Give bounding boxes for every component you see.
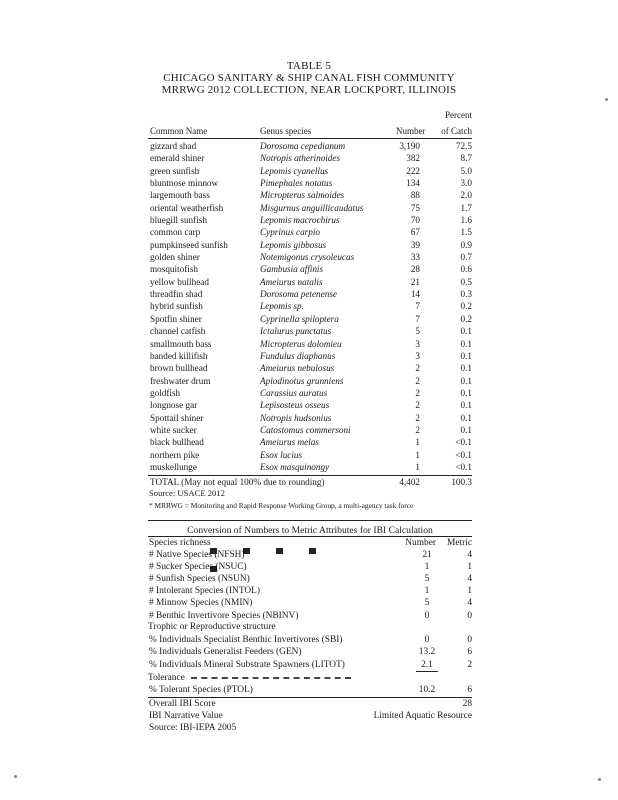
number-cell: 1 — [415, 449, 420, 460]
ibi-source: Source: IBI-IEPA 2005 — [149, 723, 237, 733]
number-cell: 222 — [406, 165, 420, 176]
genus-species-cell: Notropis hudsonius — [260, 412, 332, 423]
tolerance-label: Tolerance — [148, 673, 185, 683]
common-name-cell: black bullhead — [150, 437, 204, 448]
number-cell: 5 — [415, 326, 420, 337]
fish-table-body — [148, 140, 472, 473]
percent-cell: <0.1 — [455, 461, 472, 472]
redaction-marks — [210, 541, 360, 547]
table-row — [148, 202, 472, 214]
table-row — [148, 412, 472, 424]
fish-source: Source: USACE 2012 — [149, 488, 225, 498]
table-row — [148, 226, 472, 238]
number-cell: 88 — [410, 190, 420, 201]
percent-cell: 8.7 — [460, 153, 472, 164]
genus-species-cell: Lepomis cyanellus — [260, 165, 329, 176]
genus-species-cell: Cyprinus carpio — [260, 227, 320, 238]
trophic-subheading — [148, 621, 472, 633]
number-cell: 2 — [415, 363, 420, 374]
percent-cell: 0.1 — [460, 350, 472, 361]
table-row — [148, 263, 472, 275]
common-name-cell: yellow bullhead — [150, 276, 209, 287]
overall-score-label: Overall IBI Score — [149, 699, 216, 709]
metric-row — [148, 585, 472, 597]
table-title: CHICAGO SANITARY & SHIP CANAL FISH COMMUNITY — [163, 72, 455, 84]
table-row — [148, 189, 472, 201]
metric-number: 13.2 — [418, 647, 436, 658]
overall-score-value: 28 — [462, 699, 472, 709]
number-cell: 21 — [410, 276, 420, 287]
header-rule — [148, 138, 472, 139]
genus-species-cell: Ameiurus melas — [260, 437, 319, 448]
genus-species-cell: Aplodinotus grunniens — [260, 375, 344, 386]
conversion-title: Conversion of Numbers to Metric Attributes for IBI Calculation — [187, 525, 433, 536]
genus-species-cell: Notropis atherinoides — [260, 153, 341, 164]
trophic-label: Trophic or Reproductive structure — [148, 622, 276, 632]
table-row — [148, 177, 472, 189]
common-name-cell: muskellunge — [150, 461, 197, 472]
column-header-of-catch: of Catch — [441, 126, 472, 136]
common-name-cell: largemouth bass — [150, 190, 210, 201]
genus-species-cell: Pimephales notatus — [260, 178, 333, 189]
genus-species-cell: Esox lucius — [260, 449, 303, 460]
metric-row — [148, 549, 472, 561]
table-subtitle: MRRWG 2012 COLLECTION, NEAR LOCKPORT, ILLINOIS — [161, 84, 457, 96]
number-cell: 7 — [415, 313, 420, 324]
number-cell: 382 — [406, 153, 420, 164]
common-name-cell: banded killifish — [150, 350, 208, 361]
metric-label: # Sunfish Species (NSUN) — [149, 574, 250, 585]
common-name-cell: goldfish — [150, 387, 181, 398]
common-name-cell: threadfin shad — [150, 289, 203, 300]
percent-cell: 0.6 — [460, 264, 472, 275]
common-name-cell: Spottail shiner — [150, 412, 204, 423]
common-name-cell: white sucker — [150, 424, 197, 435]
tolerance-subheading — [148, 672, 472, 684]
genus-species-cell: Lepisosteus osseus — [260, 400, 330, 411]
common-name-cell: mosquitofish — [150, 264, 198, 275]
scan-speck — [14, 775, 17, 778]
common-name-cell: channel catfish — [150, 326, 206, 337]
metric-heading: Metric — [447, 538, 472, 548]
number-cell: 39 — [410, 239, 420, 250]
metric-number: 10.2 — [418, 685, 436, 695]
table-row — [148, 387, 472, 399]
total-label: TOTAL (May not equal 100% due to rounding) — [150, 477, 325, 487]
common-name-cell: northern pike — [150, 449, 200, 460]
metric-label: # Intolerant Species (INTOL) — [149, 586, 260, 597]
narrative-value: Limited Aquatic Resource — [373, 711, 472, 721]
genus-species-cell: Ameiurus nebulosus — [260, 363, 335, 374]
percent-header: Percent — [445, 110, 472, 120]
metric-row — [148, 573, 472, 585]
number-cell: 134 — [406, 178, 420, 189]
percent-cell: 0.1 — [460, 400, 472, 411]
table-row — [148, 300, 472, 312]
percent-cell: 0.1 — [460, 424, 472, 435]
metric-number: 2.1 — [416, 659, 438, 672]
metric-score: 4 — [467, 574, 472, 585]
genus-species-cell: Misgurnus anguillicaudatus — [260, 202, 364, 213]
metric-label: # Minnow Species (NMIN) — [149, 598, 253, 609]
scan-speck — [598, 778, 601, 781]
percent-cell: 5.0 — [460, 165, 472, 176]
percent-cell: 0.5 — [460, 276, 472, 287]
table-row — [148, 375, 472, 387]
genus-species-cell: Ameiurus natalis — [260, 276, 323, 287]
metric-number: 1 — [424, 562, 430, 573]
common-name-cell: Spotfin shiner — [150, 313, 202, 324]
narrative-label: IBI Narrative Value — [149, 711, 223, 721]
conversion-title-rule — [148, 536, 472, 537]
percent-cell: 0.1 — [460, 338, 472, 349]
number-cell: 75 — [410, 202, 420, 213]
total-number: 4,402 — [399, 477, 420, 487]
percent-cell: 0.7 — [460, 252, 472, 263]
genus-species-cell: Fundulus diaphanus — [260, 350, 336, 361]
common-name-cell: freshwater drum — [150, 375, 211, 386]
metric-label: # Sucker Species (NSUC) — [149, 562, 247, 573]
tolerance-dash-line — [191, 677, 351, 679]
metric-score: 1 — [467, 586, 472, 597]
common-name-cell: emerald shiner — [150, 153, 205, 164]
narrative-row — [148, 710, 472, 722]
percent-cell: 1.6 — [460, 215, 472, 226]
table-row — [148, 449, 472, 461]
genus-species-cell: Cyprinella spiloptera — [260, 313, 339, 324]
table-row — [148, 251, 472, 263]
species-richness-heading: Species richness — [149, 538, 211, 548]
number-cell: 28 — [410, 264, 420, 275]
table-row — [148, 350, 472, 362]
table-row — [148, 276, 472, 288]
metric-row — [148, 634, 472, 646]
metric-number: 0 — [424, 610, 430, 621]
metric-number: 0 — [424, 635, 430, 645]
genus-species-cell: Lepomis gibbosus — [260, 239, 327, 250]
metric-row — [148, 597, 472, 609]
percent-cell: 0.1 — [460, 326, 472, 337]
number-heading: Number — [405, 538, 436, 548]
genus-species-cell: Esox masquinongy — [260, 461, 330, 472]
percent-cell: 0.9 — [460, 239, 472, 250]
number-cell: 3 — [415, 338, 420, 349]
number-cell: 3 — [415, 350, 420, 361]
table-row — [148, 313, 472, 325]
genus-species-cell: Dorosoma cepedianum — [260, 141, 346, 151]
number-cell: 2 — [415, 412, 420, 423]
number-cell: 1 — [415, 437, 420, 448]
genus-species-cell: Dorosoma petenense — [260, 289, 337, 300]
genus-species-cell: Carassius auratus — [260, 387, 328, 398]
metric-score: 4 — [467, 598, 472, 609]
metric-row — [148, 659, 472, 671]
common-name-cell: longnose gar — [150, 400, 198, 411]
metric-number: 21 — [422, 550, 432, 560]
common-name-cell: pumpkinseed sunfish — [150, 239, 228, 250]
metric-number: 1 — [424, 586, 430, 597]
metric-label: # Benthic Invertivore Species (NBINV) — [149, 610, 299, 621]
common-name-cell: gizzard shad — [150, 141, 197, 151]
column-header-number: Number — [396, 126, 426, 136]
metric-score: 1 — [467, 562, 472, 573]
table-row — [148, 325, 472, 337]
genus-species-cell: Gambusia affinis — [260, 264, 324, 275]
total-rule — [148, 475, 472, 476]
common-name-cell: smallmouth bass — [150, 338, 212, 349]
metric-label: % Tolerant Species (PTOL) — [149, 685, 253, 695]
number-cell: 2 — [415, 375, 420, 386]
metric-number: 5 — [424, 574, 430, 585]
percent-cell: 1.5 — [460, 227, 472, 238]
number-cell: 2 — [415, 400, 420, 411]
metric-label: % Individuals Mineral Substrate Spawners (LITOT) — [149, 659, 345, 670]
metric-label: % Individuals Generalist Feeders (GEN) — [149, 647, 302, 658]
metric-label: % Individuals Specialist Benthic Invertivores (SBI) — [149, 635, 343, 645]
table-row — [148, 424, 472, 436]
genus-species-cell: Micropterus dolomieu — [260, 338, 342, 349]
percent-cell: 0.1 — [460, 375, 472, 386]
total-percent: 100.3 — [451, 477, 472, 487]
number-cell: 1 — [415, 461, 420, 472]
percent-cell: <0.1 — [455, 437, 472, 448]
metric-score: 2 — [467, 659, 472, 670]
metric-row — [148, 610, 472, 622]
number-cell: 33 — [410, 252, 420, 263]
table-row — [148, 461, 472, 473]
percent-cell: 1.7 — [460, 202, 472, 213]
ibi-source-row — [148, 722, 472, 734]
table-row — [148, 140, 472, 152]
genus-species-cell: Micropterus salmoides — [260, 190, 345, 201]
table-row — [148, 338, 472, 350]
common-name-cell: bluegill sunfish — [150, 215, 207, 226]
genus-species-cell: Catostomus commersoni — [260, 424, 351, 435]
percent-cell: 2.0 — [460, 190, 472, 201]
metric-row — [148, 646, 472, 658]
genus-species-cell: Lepomis macrochirus — [260, 215, 340, 226]
common-name-cell: hybrid sunfish — [150, 301, 203, 312]
metric-number: 5 — [424, 598, 430, 609]
overall-score-row — [148, 698, 472, 710]
percent-cell: 0.2 — [460, 313, 472, 324]
genus-species-cell: Ictalurus punctatus — [260, 326, 332, 337]
number-cell: 2 — [415, 387, 420, 398]
table-row — [148, 288, 472, 300]
percent-cell: 0.1 — [460, 387, 472, 398]
fish-table-header — [148, 110, 472, 140]
metric-score: 0 — [467, 635, 472, 645]
metric-row — [148, 684, 472, 696]
percent-cell: 0.1 — [460, 363, 472, 374]
number-cell: 14 — [410, 289, 420, 300]
column-header-genus-species: Genus species — [260, 126, 312, 136]
table-row — [148, 436, 472, 448]
percent-cell: 72.5 — [455, 141, 472, 151]
number-cell: 70 — [410, 215, 420, 226]
scan-speck — [605, 98, 608, 101]
conversion-top-rule — [148, 520, 472, 521]
percent-cell: 0.1 — [460, 412, 472, 423]
column-header-common-name: Common Name — [150, 126, 208, 136]
table-number: TABLE 5 — [286, 60, 332, 72]
footnote: * MRRWG = Monitoring and Rapid Response Working Group, a multi-agency task force — [149, 501, 414, 510]
percent-cell: 0.3 — [460, 289, 472, 300]
number-cell: 7 — [415, 301, 420, 312]
number-cell: 2 — [415, 424, 420, 435]
table-row — [148, 399, 472, 411]
metric-score: 0 — [467, 610, 472, 621]
genus-species-cell: Notemigonus crysoleucas — [260, 252, 355, 263]
common-name-cell: green sunfish — [150, 165, 200, 176]
metric-score: 4 — [467, 550, 472, 560]
common-name-cell: oriental weatherfish — [150, 202, 224, 213]
table-row — [148, 214, 472, 226]
common-name-cell: brown bullhead — [150, 363, 208, 374]
metric-label: # Native Species (NFSH) — [149, 550, 245, 560]
percent-cell: 0.2 — [460, 301, 472, 312]
common-name-cell: common carp — [150, 227, 201, 238]
number-cell: 3,190 — [399, 141, 420, 151]
table-row — [148, 165, 472, 177]
number-cell: 67 — [410, 227, 420, 238]
table-row — [148, 362, 472, 374]
table-row — [148, 152, 472, 164]
metric-score: 6 — [467, 647, 472, 658]
common-name-cell: bluntnose minnow — [150, 178, 219, 189]
table-row — [148, 239, 472, 251]
percent-cell: <0.1 — [455, 449, 472, 460]
metric-row — [148, 561, 472, 573]
common-name-cell: golden shiner — [150, 252, 200, 263]
metric-score: 6 — [467, 685, 472, 695]
percent-cell: 3.0 — [460, 178, 472, 189]
genus-species-cell: Lepomis sp. — [260, 301, 304, 312]
